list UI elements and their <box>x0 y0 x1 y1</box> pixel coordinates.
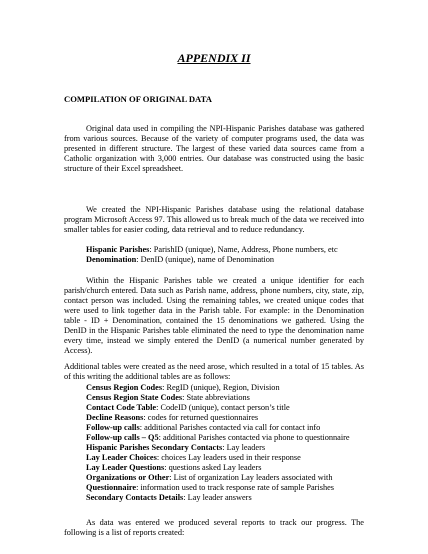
section-heading: COMPILATION OF ORIGINAL DATA <box>64 94 212 104</box>
table-description: : additional Parishes contacted via phone to questionnaire <box>158 433 350 442</box>
table-name: Follow-up calls <box>86 423 140 432</box>
table-list-item <box>86 423 320 433</box>
definition-hispanic-parishes <box>86 245 338 255</box>
table-list-item <box>86 393 250 403</box>
table-list-item <box>86 483 334 493</box>
table-list-item <box>86 433 350 443</box>
table-list-item <box>86 473 332 483</box>
table-list-item <box>86 493 252 503</box>
definition-text: : DenID (unique), name of Denomination <box>136 255 275 264</box>
table-name: Census Region Codes <box>86 383 163 392</box>
definition-label: Denomination <box>86 255 137 264</box>
table-description: : Lay leaders <box>222 443 266 452</box>
table-list-item <box>86 383 280 393</box>
table-name: Census Region State Codes <box>86 393 183 402</box>
table-description: : List of organization Lay leaders associated with <box>169 473 333 482</box>
table-name: Contact Code Table <box>86 403 157 412</box>
table-description: : choices Lay leaders used in their response <box>156 453 301 462</box>
paragraph-additional-tables: Additional tables were created as the need arose, which resulted in a total of 15 tables. As of this writing the additional tables are as follows: <box>64 362 364 381</box>
table-name: Organizations or Other <box>86 473 170 482</box>
table-name: Lay Leader Choices <box>86 453 157 462</box>
table-description: : additional Parishes contacted via call for contact info <box>139 423 321 432</box>
paragraph-database-creation: We created the NPI-Hispanic Parishes database using the relational database program Microsoft Access 97. This allowed us to break much of the data we received into smaller tables for easier coding, data retrieval and to reduce redundancy. <box>64 205 364 234</box>
table-description: : Lay leader answers <box>183 493 252 502</box>
definition-denomination <box>86 255 274 265</box>
table-description: : questions asked Lay leaders <box>164 463 262 472</box>
paragraph-reports: As data was entered we produced several reports to track our progress. The following is a list of reports created: <box>64 518 364 537</box>
table-list-item <box>86 453 301 463</box>
table-description: : information used to track response rate of sample Parishes <box>136 483 335 492</box>
table-name: Questionnaire <box>86 483 137 492</box>
table-list-item <box>86 403 290 413</box>
appendix-title: APPENDIX II <box>177 51 251 65</box>
table-name: Follow-up calls – Q5 <box>86 433 159 442</box>
table-description: : State abbreviations <box>182 393 250 402</box>
paragraph-unique-identifier: Within the Hispanic Parishes table we created a unique identifier for each parish/church entered. Data such as Parish name, address, phone numbers, city, state, zip, contact person was included. Using the remaining tables, we created unique codes that were used to link together data in the Parish table. For example: in the Denomination table - ID + Denomination, contained the 15 denominations we gathered. Using the DenID in the Hispanic Parishes table eliminated the need to type the denomination name every time, instead we simply entered the DenID (a numerical number generated by Access). <box>64 276 364 355</box>
table-list-item <box>86 443 265 453</box>
table-name: Hispanic Parishes Secondary Contacts <box>86 443 223 452</box>
table-list-item <box>86 413 258 423</box>
definition-label: Hispanic Parishes <box>86 245 150 254</box>
table-description: : CodeID (unique), contact person’s title <box>156 403 290 412</box>
table-list-item <box>86 463 261 473</box>
table-description: : RegID (unique), Region, Division <box>162 383 280 392</box>
table-name: Lay Leader Questions <box>86 463 165 472</box>
definition-text: : ParishID (unique), Name, Address, Phone numbers, etc <box>149 245 338 254</box>
table-name: Secondary Contacts Details <box>86 493 184 502</box>
table-name: Decline Reasons <box>86 413 144 422</box>
table-description: : codes for returned questionnaires <box>143 413 259 422</box>
paragraph-original-data: Original data used in compiling the NPI-Hispanic Parishes database was gathered from various sources. Because of the variety of computer programs used, the data was presented in different structure. The largest of these varied data sources came from a Catholic organization with 3,000 entries. Our database was constructed using the basic structure of their Excel spreadsheet. <box>64 124 364 173</box>
